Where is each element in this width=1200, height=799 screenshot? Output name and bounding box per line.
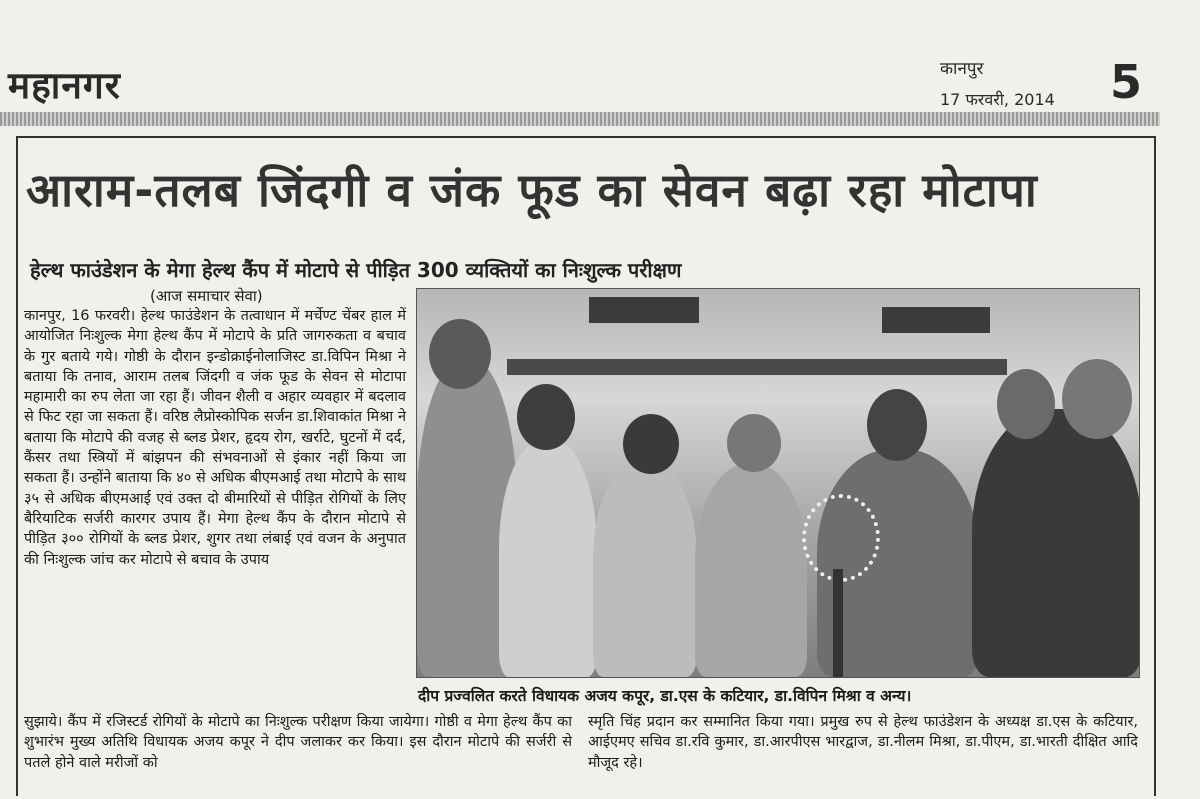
article-body-column: कानपुर, 16 फरवरी। हेल्थ फाउंडेशन के तत्वाधान में मर्चेण्ट चेंबर हाल में आयोजित निःशुल्क मेगा हेल्थ कैंप में मोटापे के प्रति जागरुकता व बचाव के गुर बताये गये। गोष्ठी के दौरान इन्डोक्राईनोलाजिस्ट डा.विपिन मिश्रा ने बताया कि तनाव, आराम तलब जिंदगी व जंक फूड के सेवन से मोटापा महामारी का रुप लेता जा रहा हैं। जीवन शैली व अहार व्यवहार में बदलाव से फिट रहा जा सकता हैं। वरिष्ठ लैप्रोस्कोपिक सर्जन डा.शिवाकांत मिश्रा ने बताया कि मोटापे की वजह से ब्लड प्रेशर, हृदय रोग, खर्राटे, घुटनों में दर्द, कैंसर तथा स्त्रियों में बांझपन की संभवनाओं से इंकार नहीं किया जा सकता हैं। उन्होंने बाताया कि ४० से अधिक बीएमआई तथा मोटापे के साथ ३५ से अधिक बीएमआई एवं उक्त दो बीमारियों से पीड़ित रोगियों के लिए बैरियाटिक सर्जरी कारगर उपाय हैं। मेगा हेल्थ कैंप के दौरान मोटापे से पीड़ित ३०० रोगियों के ब्लड प्रेशर, शुगर तथा लंबाई एवं वजन के अनुपात की निःशुल्क जांच कर मोटापे से बचाव के उपाय [24, 308, 406, 568]
article-body-bottom-left: सुझाये। कैंप में रजिस्टर्ड रोगियों के मोटापे का निःशुल्क परीक्षण किया जायेगा। गोष्ठी व मेगा हेल्थ कैंप का शुभारंभ मुख्य अतिथि विधायक अजय कपूर ने दीप जलाकर कर किया। इस दौरान मोटापे की सर्जरी से पतले होने वाले मरीजों को [24, 714, 572, 771]
masthead-rule [0, 112, 1160, 126]
issue-date: 17 फरवरी, 2014 [940, 90, 1055, 109]
section-name: महानगर [8, 64, 121, 107]
event-photo [416, 288, 1140, 678]
article-headline: आराम-तलब जिंदगी व जंक फूड का सेवन बढ़ा रहा मोटापा [26, 163, 1038, 217]
photo-caption: दीप प्रज्वलित करते विधायक अजय कपूर, डा.एस के कटियार, डा.विपिन मिश्रा व अन्य। [418, 687, 912, 705]
article-byline: (आज समाचार सेवा) [150, 287, 263, 305]
article-subheadline: हेल्थ फाउंडेशन के मेगा हेल्थ कैंप में मोटापे से पीड़ित 300 व्यक्तियों का निःशुल्क परीक्षण [30, 258, 682, 282]
page-number: 5 [1110, 55, 1143, 109]
dateline-city: कानपुर [940, 59, 984, 79]
article-body-bottom-right: स्मृति चिंह प्रदान कर सम्मानित किया गया। प्रमुख रुप से हेल्थ फाउंडेशन के अध्यक्ष डा.एस के कटियार, आईएमए सचिव डा.रवि कुमार, डा.आरपीएस भारद्वाज, डा.नीलम मिश्रा, डा.पीएम, डा.भारती दीक्षित आदि मौजूद रहे। [588, 714, 1138, 771]
